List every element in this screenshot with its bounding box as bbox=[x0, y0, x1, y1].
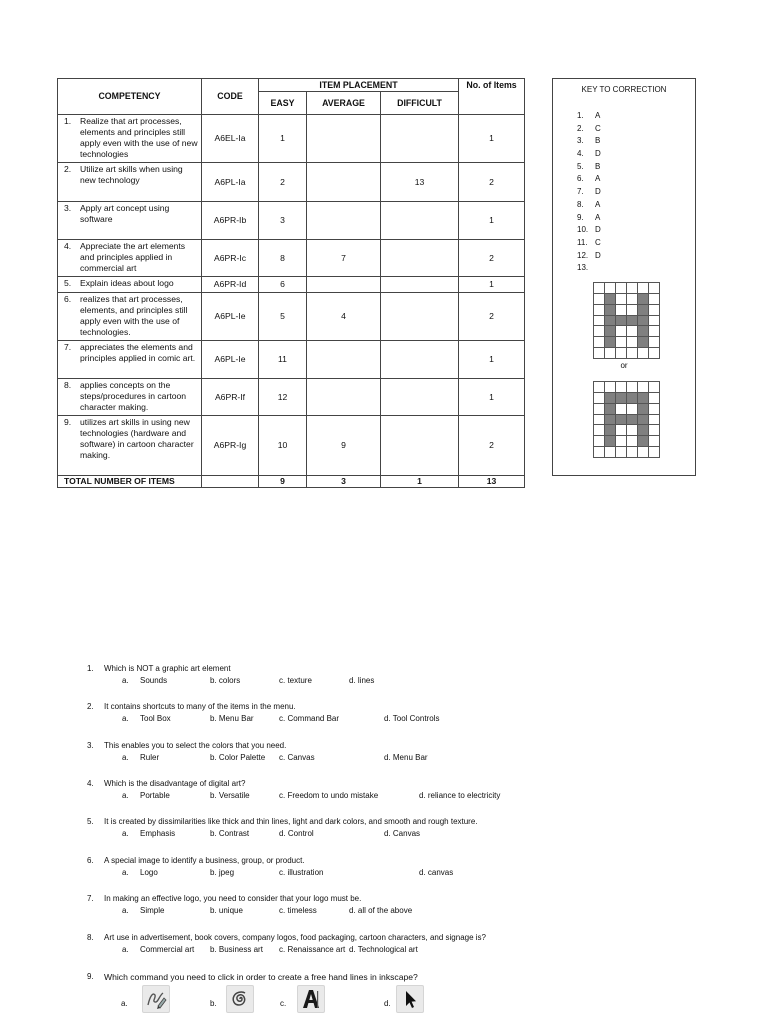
answer-key-item bbox=[577, 135, 601, 148]
grid-cell bbox=[594, 382, 604, 392]
grid-cell bbox=[605, 316, 615, 326]
answer-option[interactable]: Ruler bbox=[140, 753, 160, 762]
answer-number: 5. bbox=[577, 161, 584, 171]
competency-text: appreciates the elements and principles applied in comic art. bbox=[80, 342, 196, 363]
answer-key-item bbox=[577, 199, 601, 212]
grid-cell bbox=[627, 294, 637, 304]
items-cell: 1 bbox=[459, 115, 525, 163]
answer-key-item bbox=[577, 212, 601, 225]
question-number: 7. bbox=[87, 894, 94, 903]
option-letter: a. bbox=[122, 829, 129, 838]
answer-option[interactable]: b. jpeg bbox=[210, 868, 235, 877]
grid-cell bbox=[616, 294, 626, 304]
question-text: It contains shortcuts to many of the items in the menu. bbox=[104, 702, 296, 711]
easy-cell: 6 bbox=[259, 277, 307, 293]
competency-text: applies concepts on the steps/procedures in cartoon character making. bbox=[80, 380, 187, 412]
grid-cell bbox=[594, 425, 604, 435]
competency-text: Explain ideas about logo bbox=[80, 278, 174, 288]
grid-cell bbox=[649, 316, 659, 326]
total-label: TOTAL NUMBER OF ITEMS bbox=[58, 476, 202, 488]
answer-key-item bbox=[577, 186, 601, 199]
table-row bbox=[58, 163, 525, 202]
grid-cell bbox=[627, 404, 637, 414]
answer-option[interactable]: d. lines bbox=[349, 676, 375, 685]
table-row bbox=[58, 202, 525, 240]
grid-cell bbox=[649, 305, 659, 315]
answer-number: 7. bbox=[577, 187, 584, 197]
answer-letter: D bbox=[595, 250, 601, 260]
items-cell: 2 bbox=[459, 293, 525, 341]
answer-option[interactable]: Logo bbox=[140, 868, 158, 877]
average-cell bbox=[307, 163, 381, 202]
grid-cell bbox=[605, 283, 615, 293]
grid-cell bbox=[627, 382, 637, 392]
arrow-pointer-icon[interactable] bbox=[396, 985, 424, 1013]
grid-cell bbox=[638, 447, 648, 457]
answer-letter: C bbox=[595, 123, 601, 133]
items-cell: 1 bbox=[459, 277, 525, 293]
competency-number: 7. bbox=[64, 342, 72, 352]
grid-cell bbox=[616, 436, 626, 446]
answer-option[interactable]: c. Canvas bbox=[279, 753, 315, 762]
grid-cell bbox=[616, 326, 626, 336]
answer-option[interactable]: d. Tool Controls bbox=[384, 714, 440, 723]
grid-cell bbox=[638, 283, 648, 293]
difficult-cell bbox=[381, 341, 459, 379]
grid-cell bbox=[616, 316, 626, 326]
header-item-placement: ITEM PLACEMENT bbox=[259, 79, 459, 92]
question-number: 9. bbox=[87, 972, 94, 981]
answer-key-item bbox=[577, 262, 601, 275]
answer-key-list bbox=[577, 110, 601, 275]
competency-number: 5. bbox=[64, 278, 72, 288]
grid-cell bbox=[638, 305, 648, 315]
header-competency: COMPETENCY bbox=[58, 79, 202, 115]
easy-cell: 8 bbox=[259, 240, 307, 277]
difficult-cell bbox=[381, 277, 459, 293]
grid-cell bbox=[616, 283, 626, 293]
grid-cell bbox=[594, 447, 604, 457]
competency-cell bbox=[58, 277, 202, 293]
answer-option[interactable]: d. reliance to electricity bbox=[419, 791, 501, 800]
grid-cell bbox=[605, 337, 615, 347]
code-cell: A6PR-Ig bbox=[202, 416, 259, 476]
average-cell: 4 bbox=[307, 293, 381, 341]
items-cell: 2 bbox=[459, 416, 525, 476]
grid-cell bbox=[594, 294, 604, 304]
easy-cell: 11 bbox=[259, 341, 307, 379]
answer-letter: B bbox=[595, 161, 601, 171]
grid-cell bbox=[605, 415, 615, 425]
answer-letter: C bbox=[595, 237, 601, 247]
grid-cell bbox=[594, 337, 604, 347]
answer-number: 8. bbox=[577, 199, 584, 209]
answer-option[interactable]: b. Menu Bar bbox=[210, 714, 254, 723]
question-number: 6. bbox=[87, 856, 94, 865]
option-letter: a. bbox=[122, 868, 129, 877]
header-code: CODE bbox=[202, 79, 259, 115]
grid-cell bbox=[616, 393, 626, 403]
question-text: Which command you need to click in order to create a free hand lines in inkscape? bbox=[104, 972, 418, 982]
competency-text: utilizes art skills in using new technologies (hardware and software) in cartoon character making. bbox=[80, 417, 194, 460]
grid-cell bbox=[649, 404, 659, 414]
competency-cell bbox=[58, 115, 202, 163]
icon-option-label: b. bbox=[210, 999, 217, 1008]
grid-cell bbox=[605, 382, 615, 392]
code-cell: A6PR-Ic bbox=[202, 240, 259, 277]
items-cell: 1 bbox=[459, 341, 525, 379]
difficult-cell bbox=[381, 293, 459, 341]
total-difficult: 1 bbox=[381, 476, 459, 488]
answer-grid-b bbox=[593, 381, 660, 458]
average-cell: 9 bbox=[307, 416, 381, 476]
answer-number: 10. bbox=[577, 225, 589, 235]
grid-cell bbox=[638, 294, 648, 304]
answer-option[interactable]: Tool Box bbox=[140, 714, 171, 723]
answer-number: 3. bbox=[577, 136, 584, 146]
grid-cell bbox=[638, 404, 648, 414]
table-row bbox=[58, 416, 525, 476]
answer-option[interactable]: d. all of the above bbox=[349, 906, 413, 915]
grid-cell bbox=[627, 393, 637, 403]
easy-cell: 10 bbox=[259, 416, 307, 476]
answer-number: 1. bbox=[577, 111, 584, 120]
grid-cell bbox=[638, 425, 648, 435]
answer-option[interactable]: d. Technological art bbox=[349, 945, 418, 954]
answer-letter: A bbox=[595, 111, 601, 120]
grid-cell bbox=[594, 436, 604, 446]
average-cell bbox=[307, 115, 381, 163]
answer-option[interactable]: b. unique bbox=[210, 906, 243, 915]
answer-option[interactable]: Emphasis bbox=[140, 829, 176, 838]
question-number: 8. bbox=[87, 933, 94, 942]
code-cell: A6PR-If bbox=[202, 379, 259, 416]
grid-cell bbox=[649, 425, 659, 435]
items-cell: 1 bbox=[459, 202, 525, 240]
question-text: Which is NOT a graphic art element bbox=[104, 664, 231, 673]
table-row bbox=[58, 293, 525, 341]
option-letter: a. bbox=[122, 791, 129, 800]
easy-cell: 2 bbox=[259, 163, 307, 202]
competency-number: 4. bbox=[64, 241, 72, 251]
code-cell: A6PL-Ie bbox=[202, 293, 259, 341]
competency-cell bbox=[58, 293, 202, 341]
grid-cell bbox=[594, 283, 604, 293]
grid-cell bbox=[649, 326, 659, 336]
grid-cell bbox=[605, 305, 615, 315]
competency-text: Apply art concept using software bbox=[80, 203, 170, 224]
difficult-cell bbox=[381, 379, 459, 416]
spiral-icon[interactable] bbox=[226, 985, 254, 1013]
easy-cell: 1 bbox=[259, 115, 307, 163]
answer-key-item bbox=[577, 123, 601, 136]
header-easy: EASY bbox=[259, 92, 307, 115]
grid-cell bbox=[649, 393, 659, 403]
code-cell: A6PR-Id bbox=[202, 277, 259, 293]
easy-cell: 5 bbox=[259, 293, 307, 341]
competency-cell bbox=[58, 163, 202, 202]
grid-cell bbox=[605, 348, 615, 358]
grid-cell bbox=[616, 404, 626, 414]
answer-number: 13. bbox=[577, 263, 589, 273]
grid-cell bbox=[627, 447, 637, 457]
competency-text: Utilize art skills when using new technology bbox=[80, 164, 183, 185]
answer-option[interactable]: c. texture bbox=[279, 676, 312, 685]
difficult-cell bbox=[381, 240, 459, 277]
question-text: Which is the disadvantage of digital art? bbox=[104, 779, 246, 788]
answer-letter: B bbox=[595, 136, 601, 146]
option-letter: a. bbox=[122, 753, 129, 762]
grid-cell bbox=[638, 326, 648, 336]
items-cell: 2 bbox=[459, 240, 525, 277]
grid-cell bbox=[616, 348, 626, 358]
grid-cell bbox=[605, 447, 615, 457]
freehand-pencil-icon[interactable] bbox=[142, 985, 170, 1013]
answer-key-box bbox=[552, 78, 696, 476]
answer-number: 11. bbox=[577, 237, 588, 247]
answer-grid-a bbox=[593, 282, 660, 359]
grid-cell bbox=[605, 436, 615, 446]
grid-cell bbox=[627, 316, 637, 326]
answer-key-item bbox=[577, 110, 601, 123]
grid-cell bbox=[594, 415, 604, 425]
grid-cell bbox=[605, 326, 615, 336]
table-row bbox=[58, 115, 525, 163]
total-code bbox=[202, 476, 259, 488]
answer-letter: D bbox=[595, 187, 601, 197]
competency-cell bbox=[58, 240, 202, 277]
difficult-cell bbox=[381, 416, 459, 476]
competency-number: 9. bbox=[64, 417, 72, 427]
grid-cell bbox=[616, 425, 626, 435]
answer-number: 4. bbox=[577, 149, 584, 159]
grid-cell bbox=[616, 337, 626, 347]
option-letter: a. bbox=[122, 906, 129, 915]
answer-option[interactable]: c. illustration bbox=[279, 868, 324, 877]
competency-number: 3. bbox=[64, 203, 72, 213]
grid-cell bbox=[638, 316, 648, 326]
grid-cell bbox=[627, 326, 637, 336]
icon-option-label: a. bbox=[121, 999, 128, 1008]
grid-cell bbox=[649, 447, 659, 457]
grid-cell bbox=[638, 348, 648, 358]
grid-cell bbox=[649, 337, 659, 347]
grid-cell bbox=[649, 283, 659, 293]
answer-letter: A bbox=[595, 212, 601, 222]
answer-option[interactable]: b. Contrast bbox=[210, 829, 250, 838]
question-number: 2. bbox=[87, 702, 94, 711]
average-cell: 7 bbox=[307, 240, 381, 277]
average-cell bbox=[307, 277, 381, 293]
competency-text: Realize that art processes, elements and principles still apply even with the use of new technologies bbox=[80, 116, 198, 159]
grid-cell bbox=[627, 436, 637, 446]
grid-cell bbox=[627, 337, 637, 347]
answer-option[interactable]: b. Color Palette bbox=[210, 753, 266, 762]
code-cell: A6PL-Ia bbox=[202, 163, 259, 202]
competency-cell bbox=[58, 202, 202, 240]
total-average: 3 bbox=[307, 476, 381, 488]
question-number: 5. bbox=[87, 817, 94, 826]
grid-cell bbox=[638, 337, 648, 347]
table-row bbox=[58, 240, 525, 277]
answer-option[interactable]: c. Freedom to undo mistake bbox=[279, 791, 379, 800]
header-average: AVERAGE bbox=[307, 92, 381, 115]
grid-cell bbox=[649, 382, 659, 392]
difficult-cell bbox=[381, 202, 459, 240]
answer-letter: A bbox=[595, 199, 601, 209]
grid-cell bbox=[638, 393, 648, 403]
answer-option[interactable]: c. timeless bbox=[279, 906, 317, 915]
competency-cell bbox=[58, 341, 202, 379]
answer-option[interactable]: b. colors bbox=[210, 676, 241, 685]
average-cell bbox=[307, 341, 381, 379]
header-no-of-items: No. of Items bbox=[459, 79, 525, 115]
items-cell: 2 bbox=[459, 163, 525, 202]
grid-cell bbox=[605, 425, 615, 435]
code-cell: A6PL-Ie bbox=[202, 341, 259, 379]
difficult-cell bbox=[381, 115, 459, 163]
grid-cell bbox=[649, 436, 659, 446]
answer-key-title: KEY TO CORRECTION bbox=[581, 85, 667, 94]
option-letter: a. bbox=[122, 676, 129, 685]
easy-cell: 3 bbox=[259, 202, 307, 240]
answer-number: 12. bbox=[577, 250, 589, 260]
answer-letter: D bbox=[595, 225, 601, 235]
grid-cell bbox=[638, 382, 648, 392]
grid-cell bbox=[594, 393, 604, 403]
competency-number: 2. bbox=[64, 164, 72, 174]
grid-cell bbox=[594, 326, 604, 336]
items-cell: 1 bbox=[459, 379, 525, 416]
answer-option[interactable]: Sounds bbox=[140, 676, 168, 685]
table-of-specifications bbox=[57, 78, 525, 488]
average-cell bbox=[307, 379, 381, 416]
answer-number: 6. bbox=[577, 174, 584, 184]
competency-cell bbox=[58, 416, 202, 476]
answer-number: 9. bbox=[577, 212, 584, 222]
competency-number: 1. bbox=[64, 116, 72, 126]
competency-number: 6. bbox=[64, 294, 72, 304]
grid-cell bbox=[649, 294, 659, 304]
answer-option[interactable]: d. Control bbox=[279, 829, 314, 838]
grid-cell bbox=[616, 382, 626, 392]
easy-cell: 12 bbox=[259, 379, 307, 416]
grid-cell bbox=[605, 294, 615, 304]
grid-cell bbox=[605, 404, 615, 414]
grid-cell bbox=[627, 305, 637, 315]
option-letter: a. bbox=[122, 714, 129, 723]
grid-cell bbox=[616, 415, 626, 425]
answer-option[interactable]: b. Versatile bbox=[210, 791, 250, 800]
answer-key-item bbox=[577, 250, 601, 263]
text-tool-icon[interactable] bbox=[297, 985, 325, 1013]
grid-cell bbox=[649, 415, 659, 425]
question-text: In making an effective logo, you need to consider that your logo must be. bbox=[104, 894, 362, 903]
answer-option[interactable]: b. Business art bbox=[210, 945, 263, 954]
grid-cell bbox=[616, 447, 626, 457]
grid-cell bbox=[627, 425, 637, 435]
grid-cell bbox=[616, 305, 626, 315]
answer-key-item bbox=[577, 173, 601, 186]
question-number: 3. bbox=[87, 741, 94, 750]
question-text: Art use in advertisement, book covers, company logos, food packaging, cartoon characters, and signage is? bbox=[104, 933, 486, 942]
option-letter: a. bbox=[122, 945, 129, 954]
header-difficult: DIFFICULT bbox=[381, 92, 459, 115]
total-items: 13 bbox=[459, 476, 525, 488]
competency-text: Appreciate the art elements and principles applied in commercial art bbox=[80, 241, 186, 273]
table-row bbox=[58, 379, 525, 416]
total-row bbox=[58, 476, 525, 488]
total-easy: 9 bbox=[259, 476, 307, 488]
answer-option[interactable]: Commercial art bbox=[140, 945, 195, 954]
answer-key-item bbox=[577, 161, 601, 174]
answer-option[interactable]: Simple bbox=[140, 906, 165, 915]
question-text: It is created by dissimilarities like thick and thin lines, light and dark colors, and smooth and rough texture. bbox=[104, 817, 478, 826]
grid-cell bbox=[594, 404, 604, 414]
grid-cell bbox=[638, 436, 648, 446]
answer-option[interactable]: Portable bbox=[140, 791, 170, 800]
answer-key-item bbox=[577, 224, 601, 237]
question-text: A special image to identify a business, group, or product. bbox=[104, 856, 305, 865]
table-row bbox=[58, 341, 525, 379]
grid-cell bbox=[594, 348, 604, 358]
answer-letter: A bbox=[595, 174, 601, 184]
average-cell bbox=[307, 202, 381, 240]
grid-cell bbox=[638, 415, 648, 425]
grid-cell bbox=[627, 415, 637, 425]
question-number: 4. bbox=[87, 779, 94, 788]
answer-key-or: or bbox=[620, 361, 628, 370]
table-row bbox=[58, 277, 525, 293]
icon-option-label: d. bbox=[384, 999, 391, 1008]
code-cell: A6PR-Ib bbox=[202, 202, 259, 240]
grid-cell bbox=[594, 316, 604, 326]
answer-letter: D bbox=[595, 149, 601, 159]
competency-cell bbox=[58, 379, 202, 416]
grid-cell bbox=[627, 283, 637, 293]
answer-option[interactable]: c. Renaissance art bbox=[279, 945, 346, 954]
competency-number: 8. bbox=[64, 380, 72, 390]
answer-key-item bbox=[577, 148, 601, 161]
question-number: 1. bbox=[87, 664, 94, 673]
icon-option-label: c. bbox=[280, 999, 287, 1008]
difficult-cell: 13 bbox=[381, 163, 459, 202]
code-cell: A6EL-Ia bbox=[202, 115, 259, 163]
answer-option[interactable]: d. Menu Bar bbox=[384, 753, 428, 762]
answer-number: 2. bbox=[577, 123, 584, 133]
grid-cell bbox=[649, 348, 659, 358]
answer-option[interactable]: d. Canvas bbox=[384, 829, 421, 838]
answer-key-item bbox=[577, 237, 601, 250]
grid-cell bbox=[594, 305, 604, 315]
answer-option[interactable]: d. canvas bbox=[419, 868, 454, 877]
grid-cell bbox=[605, 393, 615, 403]
question-text: This enables you to select the colors that you need. bbox=[104, 741, 287, 750]
competency-text: realizes that art processes, elements, and principles still apply even with the use of technologies. bbox=[80, 294, 188, 337]
answer-option[interactable]: c. Command Bar bbox=[279, 714, 340, 723]
grid-cell bbox=[627, 348, 637, 358]
